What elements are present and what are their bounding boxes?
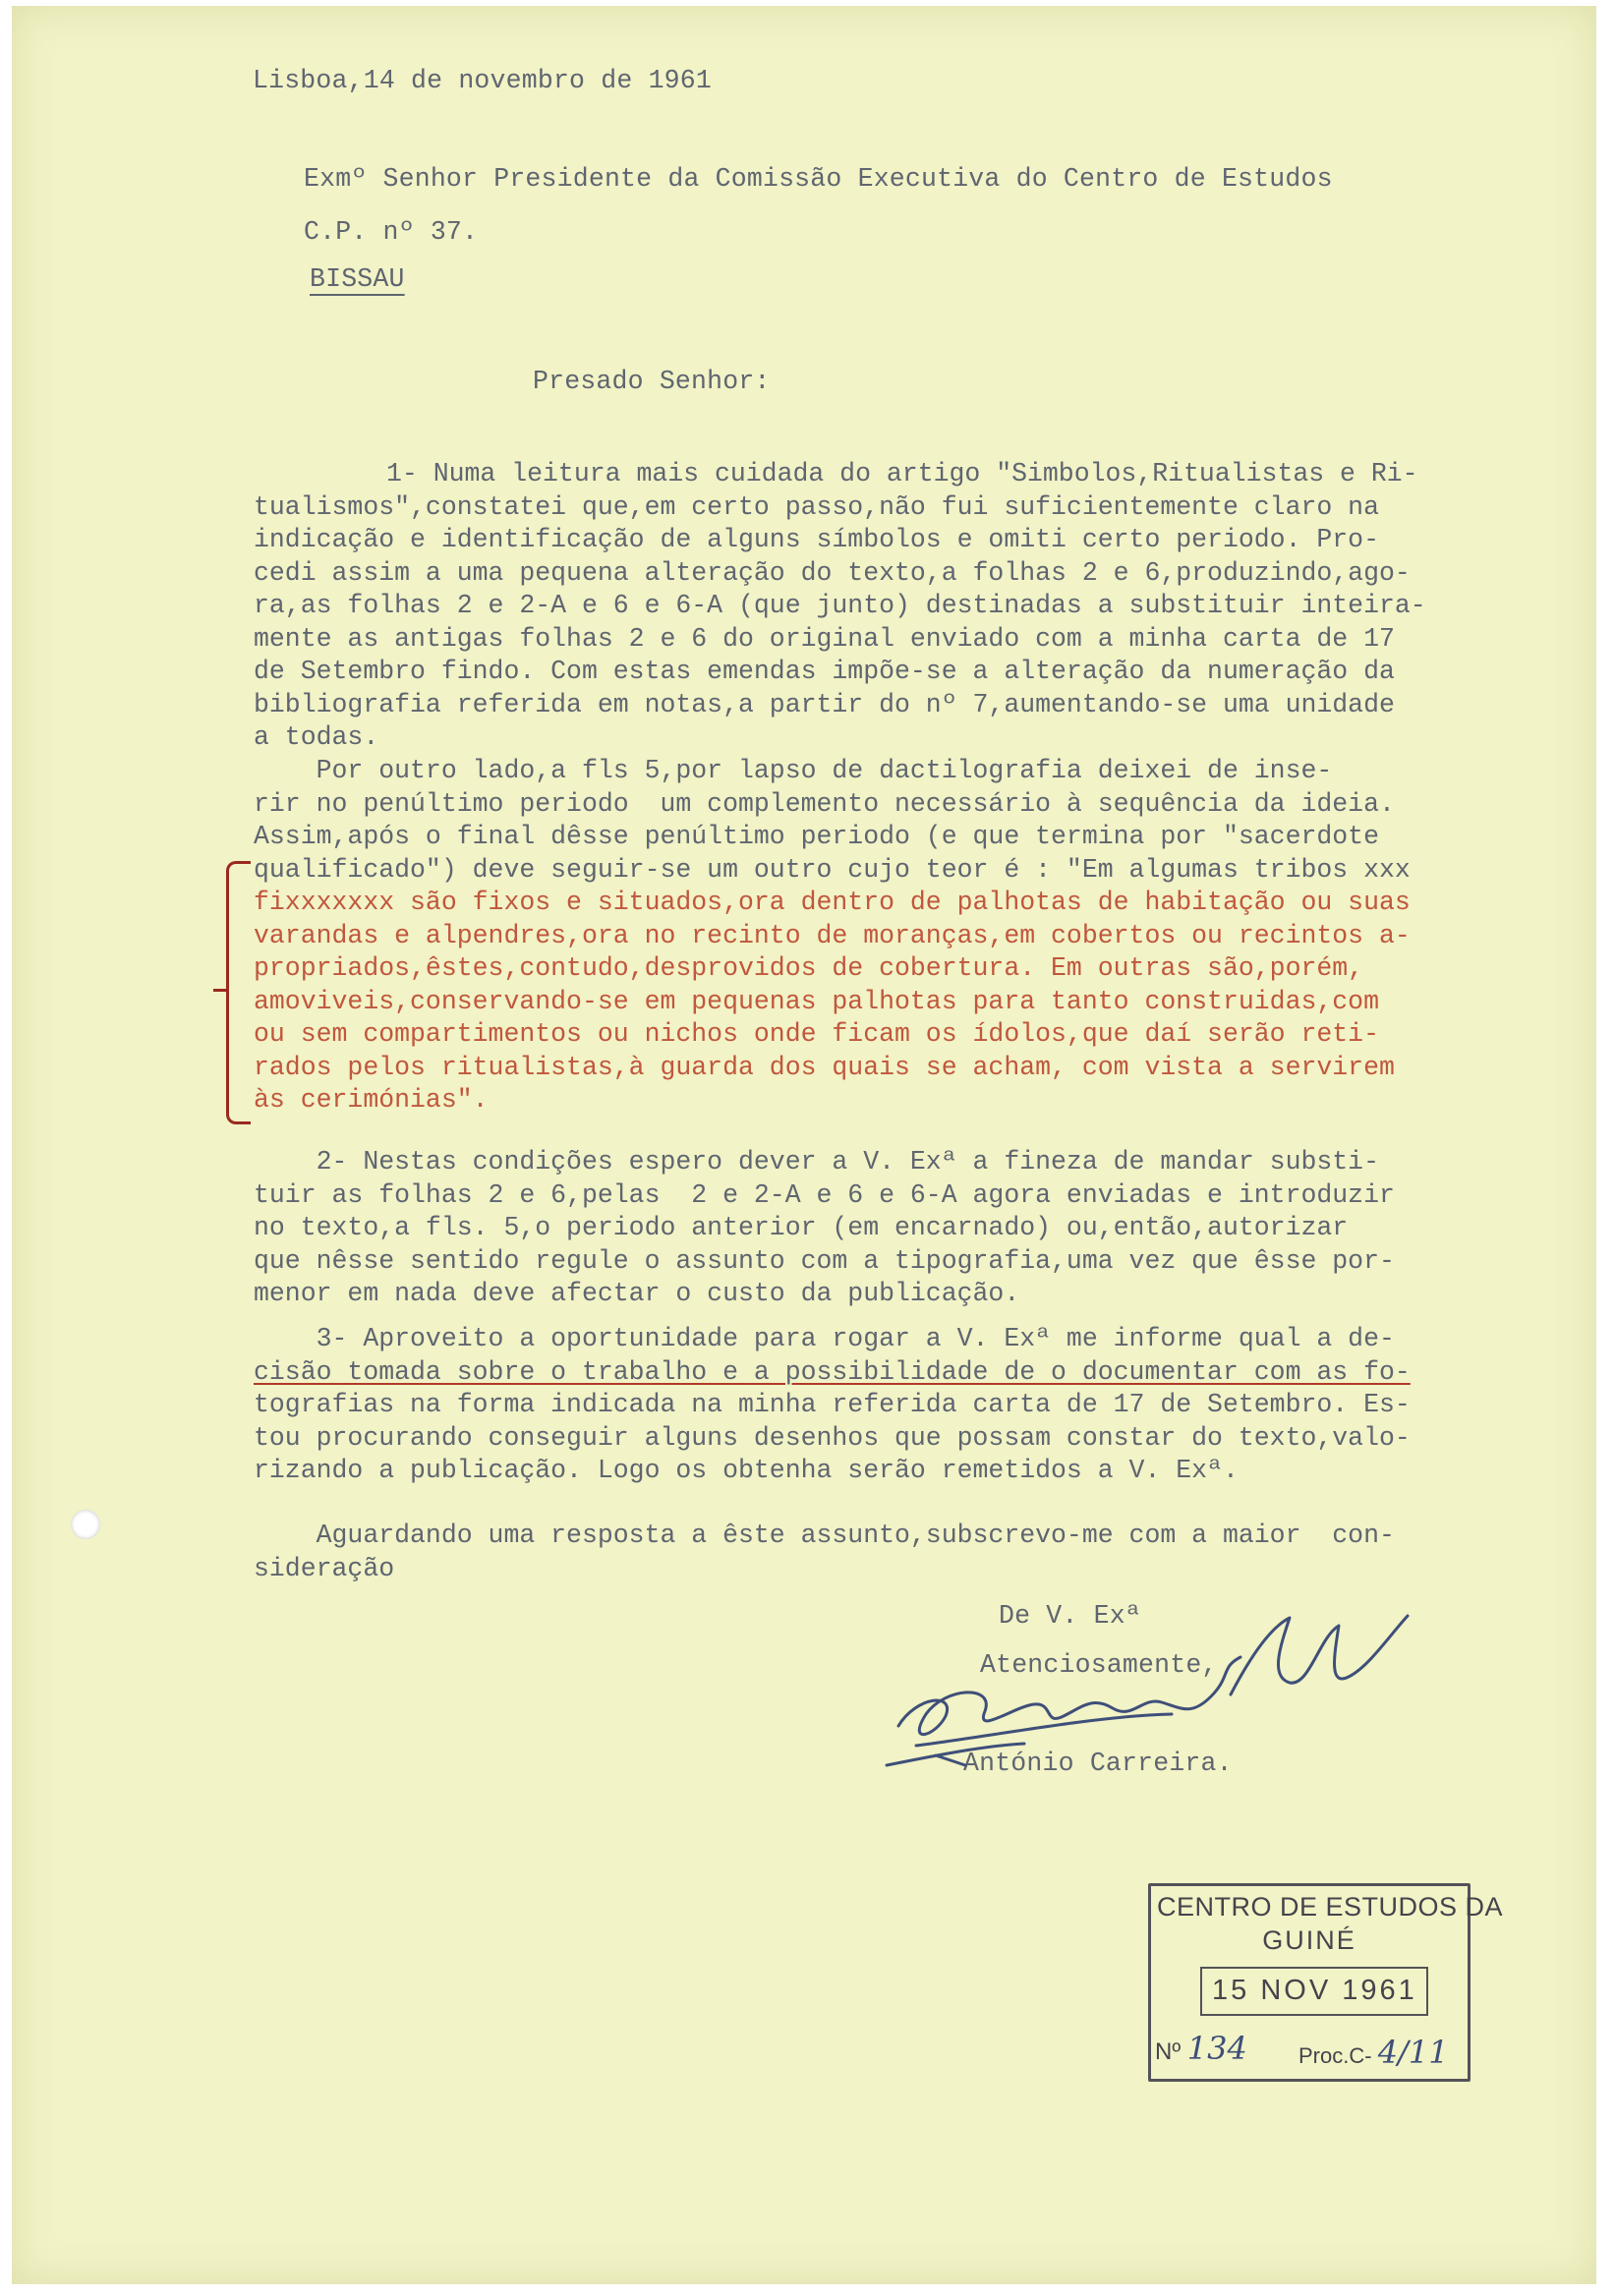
p1-line: ra,as folhas 2 e 2-A e 6 e 6-A (que junto) destinadas a substituir inteira- [254,591,1426,620]
p1b-line: Por outro lado,a fls 5,por lapso de dactilografia deixei de inse- [254,756,1333,785]
stamp-date: 15 NOV 1961 [1212,1975,1417,2006]
closing-formula: De V. Exª [999,1601,1141,1631]
p3-line: tou procurando conseguir alguns desenhos que possam constar do texto,valo- [254,1422,1411,1453]
stamp-process-value: 4/11 [1377,2034,1449,2071]
p1b-line: qualificado") deve seguir-se um outro cujo teor é : "Em algumas tribos xxx [254,854,1411,885]
p1-line: a todas. [254,722,379,752]
paragraph-1b [254,755,1411,887]
addressee: Exmº Senhor Presidente da Comissão Executiva do Centro de Estudos [304,164,1333,194]
p1-line: mente as antigas folhas 2 e 6 do original enviado com a minha carta de 17 [254,623,1395,654]
p2-line: no texto,a fls. 5,o periodo anterior (em encarnado) ou,então,autorizar [254,1213,1349,1242]
postal-box: C.P. nº 37. [304,217,479,247]
p2-line: menor em nada deve afectar o custo da publicação. [254,1279,1020,1308]
stamp-number-label: Nº [1155,2038,1182,2065]
red-inserted-passage [254,887,1411,1118]
p3-line: 3- Aproveito a oportunidade para rogar a V. Exª me informe qual a de- [254,1324,1395,1353]
stamp-number [1155,2030,1247,2067]
red-margin-bracket [226,861,251,1124]
p3-line: cisão tomada sobre o trabalho e a possibilidade de o documentar com as fo- [254,1356,1411,1387]
p3-line: tografias na forma indicada na minha referida carta de 17 de Setembro. Es- [254,1390,1411,1419]
closing-line: sideração [254,1553,395,1583]
red-bracket-tick [213,989,227,992]
red-line: amoviveis,conservando-se em pequenas palhotas para tanto construidas,com [254,986,1379,1016]
stamp-number-value: 134 [1186,2030,1247,2067]
stamp-date-box [1200,1967,1428,2016]
stamp-process-label: Proc.C- [1298,2043,1372,2068]
p1-line: bibliografia referida em notas,a partir do nº 7,aumentando-se uma unidade [254,689,1395,719]
handwritten-signature [877,1598,1427,1795]
letter-page [12,6,1596,2284]
stamp-org-line-1: CENTRO DE ESTUDOS DA [1157,1892,1504,1922]
signatory-name: António Carreira. [963,1749,1233,1778]
punch-hole [71,1510,100,1539]
p2-line: que nêsse sentido regule o assunto com a tipografia,uma vez que êsse por- [254,1245,1395,1276]
red-line: às cerimónias". [254,1085,489,1115]
p2-line: 2- Nestas condições espero dever a V. Exª a fineza de mandar substi- [254,1147,1379,1177]
closing-paragraph [254,1520,1395,1585]
paragraph-1 [254,458,1426,755]
red-line: rados pelos ritualistas,à guarda dos quais se acham, com vista a servirem [254,1052,1395,1082]
p1-line: cedi assim a uma pequena alteração do texto,a folhas 2 e 6,produzindo,ago- [254,557,1411,588]
p1b-line: rir no penúltimo periodo um complemento necessário à sequência da ideia. [254,788,1395,819]
stamp-org-line-2: GUINÉ [1262,1925,1356,1955]
p2-line: tuir as folhas 2 e 6,pelas 2 e 2-A e 6 e 6-A agora enviadas e introduzir [254,1179,1395,1210]
p3-line: rizando a publicação. Logo os obtenha serão remetidos a V. Exª. [254,1456,1239,1485]
p1-line: tualismos",constatei que,em certo passo,não fui suficientemente claro na [254,491,1379,522]
date-line: Lisboa,14 de novembro de 1961 [253,66,712,95]
paragraph-2 [254,1146,1395,1311]
closing-line: Aguardando uma resposta a êste assunto,subscrevo-me com a maior con- [254,1521,1395,1550]
red-line: ou sem compartimentos ou nichos onde ficam os ídolos,que daí serão reti- [254,1019,1379,1049]
salutation: Presado Senhor: [533,367,771,396]
red-line: fixxxxxxx são fixos e situados,ora dentro de palhotas de habitação ou suas [254,888,1411,917]
city: BISSAU [310,264,405,294]
stamp-process [1298,2034,1449,2071]
paragraph-3 [254,1323,1411,1488]
received-stamp [1148,1883,1504,2082]
p1-line: de Setembro findo. Com estas emendas impõe-se a alteração da numeração da [254,657,1395,686]
p1-line: 1- Numa leitura mais cuidada do artigo "Simbolos,Ritualistas e Ri- [386,459,1418,488]
red-line: varandas e alpendres,ora no recinto de moranças,em cobertos ou recintos a- [254,920,1411,950]
closing-regards: Atenciosamente, [980,1650,1218,1680]
p1-line: indicação e identificação de alguns símbolos e omiti certo periodo. Pro- [254,525,1379,554]
red-line: propriados,êstes,contudo,desprovidos de cobertura. Em outras são,porém, [254,953,1364,983]
p1b-line: Assim,após o final dêsse penúltimo periodo (e que termina por "sacerdote [254,822,1379,851]
